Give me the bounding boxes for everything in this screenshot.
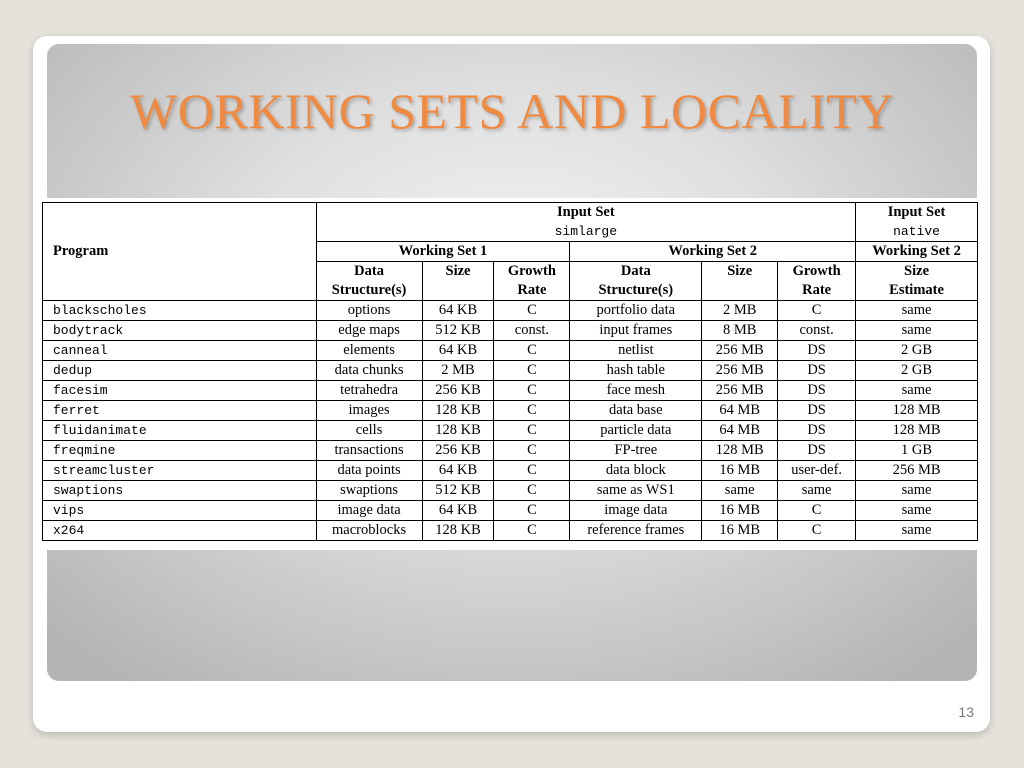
ws1-data-structure-cell: transactions <box>316 441 422 461</box>
ws2-growth-rate-cell: DS <box>778 361 856 381</box>
ws1-size-cell: 128 KB <box>422 521 494 541</box>
ws2-growth-rate-cell: DS <box>778 341 856 361</box>
ws2-growth-rate-cell: const. <box>778 321 856 341</box>
slide-title: WORKING SETS AND LOCALITY <box>130 83 894 139</box>
ws1-growth-rate-cell: C <box>494 401 570 421</box>
ws1-data-structure-header: Data Structure(s) <box>316 262 422 301</box>
program-cell: fluidanimate <box>43 421 317 441</box>
native-size-estimate-cell: same <box>856 381 978 401</box>
native-size-estimate-cell: 1 GB <box>856 441 978 461</box>
input-set-simlarge-label: Input Set <box>557 204 615 220</box>
program-cell: dedup <box>43 361 317 381</box>
ws1-data-structure-cell: data points <box>316 461 422 481</box>
ws1-growth-rate-cell: C <box>494 301 570 321</box>
table-row <box>43 361 978 381</box>
ws2-size-cell: 16 MB <box>702 461 778 481</box>
ws2-growth-rate-cell: same <box>778 481 856 501</box>
working-sets-table <box>42 202 978 541</box>
working-set-2-header: Working Set 2 <box>570 242 856 262</box>
working-set-1-header: Working Set 1 <box>316 242 570 262</box>
table-row <box>43 521 978 541</box>
input-set-simlarge-name: simlarge <box>554 224 618 239</box>
ws2-size-cell: same <box>702 481 778 501</box>
table-row <box>43 421 978 441</box>
table-row <box>43 501 978 521</box>
ws2-data-structure-cell: image data <box>570 501 702 521</box>
ws2-growth-rate-cell: C <box>778 501 856 521</box>
ws2-data-structure-cell: face mesh <box>570 381 702 401</box>
ws1-data-structure-cell: data chunks <box>316 361 422 381</box>
table-row <box>43 441 978 461</box>
program-cell: vips <box>43 501 317 521</box>
ws1-size-cell: 64 KB <box>422 501 494 521</box>
ws2-data-structure-cell: hash table <box>570 361 702 381</box>
ws2-growth-rate-cell: C <box>778 521 856 541</box>
table-row <box>43 341 978 361</box>
ws1-size-cell: 2 MB <box>422 361 494 381</box>
ws2-size-cell: 64 MB <box>702 401 778 421</box>
input-set-simlarge-header <box>316 203 855 242</box>
ws2-growth-rate-cell: C <box>778 301 856 321</box>
ws1-growth-rate-cell: C <box>494 361 570 381</box>
ws1-size-cell: 256 KB <box>422 441 494 461</box>
ws2-size-cell: 16 MB <box>702 501 778 521</box>
page-number: 13 <box>958 704 974 720</box>
ws1-growth-rate-header: Growth Rate <box>494 262 570 301</box>
table-row <box>43 381 978 401</box>
ws2-data-structure-cell: data block <box>570 461 702 481</box>
ws2-size-cell: 256 MB <box>702 381 778 401</box>
ws1-data-structure-cell: swaptions <box>316 481 422 501</box>
program-cell: bodytrack <box>43 321 317 341</box>
ws2-growth-rate-cell: DS <box>778 401 856 421</box>
ws1-data-structure-cell: macroblocks <box>316 521 422 541</box>
program-cell: blackscholes <box>43 301 317 321</box>
ws2-growth-rate-cell: DS <box>778 421 856 441</box>
ws1-size-cell: 256 KB <box>422 381 494 401</box>
program-cell: facesim <box>43 381 317 401</box>
native-size-estimate-cell: 2 GB <box>856 341 978 361</box>
ws1-data-structure-cell: elements <box>316 341 422 361</box>
ws1-size-cell: 512 KB <box>422 481 494 501</box>
ws1-growth-rate-cell: C <box>494 501 570 521</box>
ws1-data-structure-cell: options <box>316 301 422 321</box>
table-row <box>43 481 978 501</box>
ws1-growth-rate-cell: C <box>494 421 570 441</box>
program-cell: swaptions <box>43 481 317 501</box>
native-size-estimate-header: Size Estimate <box>856 262 978 301</box>
ws2-size-cell: 64 MB <box>702 421 778 441</box>
ws2-data-structure-cell: same as WS1 <box>570 481 702 501</box>
input-set-native-name: native <box>893 224 940 239</box>
ws1-data-structure-cell: image data <box>316 501 422 521</box>
ws1-growth-rate-cell: C <box>494 481 570 501</box>
ws2-data-structure-cell: reference frames <box>570 521 702 541</box>
ws1-data-structure-cell: edge maps <box>316 321 422 341</box>
ws2-growth-rate-cell: user-def. <box>778 461 856 481</box>
program-cell: streamcluster <box>43 461 317 481</box>
ws2-size-cell: 256 MB <box>702 361 778 381</box>
ws2-growth-rate-header: Growth Rate <box>778 262 856 301</box>
ws2-size-header: Size <box>702 262 778 301</box>
input-set-native-label: Input Set <box>887 204 946 220</box>
ws1-size-cell: 128 KB <box>422 401 494 421</box>
ws1-growth-rate-cell: C <box>494 461 570 481</box>
ws1-growth-rate-cell: C <box>494 381 570 401</box>
ws2-size-cell: 128 MB <box>702 441 778 461</box>
ws2-size-cell: 2 MB <box>702 301 778 321</box>
program-cell: x264 <box>43 521 317 541</box>
ws2-growth-rate-cell: DS <box>778 441 856 461</box>
native-size-estimate-cell: same <box>856 321 978 341</box>
ws1-growth-rate-cell: C <box>494 341 570 361</box>
table-row <box>43 301 978 321</box>
table-body <box>43 301 978 541</box>
ws2-size-cell: 16 MB <box>702 521 778 541</box>
ws1-data-structure-cell: tetrahedra <box>316 381 422 401</box>
ws2-data-structure-cell: FP-tree <box>570 441 702 461</box>
table-row <box>43 321 978 341</box>
ws1-growth-rate-cell: C <box>494 521 570 541</box>
native-size-estimate-cell: same <box>856 521 978 541</box>
ws2-data-structure-cell: data base <box>570 401 702 421</box>
ws2-data-structure-cell: particle data <box>570 421 702 441</box>
ws1-size-cell: 128 KB <box>422 421 494 441</box>
ws2-growth-rate-cell: DS <box>778 381 856 401</box>
ws2-data-structure-cell: input frames <box>570 321 702 341</box>
working-sets-table-container <box>42 198 978 550</box>
program-cell: canneal <box>43 341 317 361</box>
native-size-estimate-cell: 2 GB <box>856 361 978 381</box>
ws2-data-structure-cell: netlist <box>570 341 702 361</box>
table-row <box>43 401 978 421</box>
ws1-size-cell: 512 KB <box>422 321 494 341</box>
native-size-estimate-cell: same <box>856 301 978 321</box>
ws1-growth-rate-cell: const. <box>494 321 570 341</box>
native-size-estimate-cell: 128 MB <box>856 421 978 441</box>
native-size-estimate-cell: same <box>856 501 978 521</box>
ws1-size-cell: 64 KB <box>422 341 494 361</box>
input-set-native-header <box>856 203 978 242</box>
native-size-estimate-cell: 128 MB <box>856 401 978 421</box>
ws1-size-cell: 64 KB <box>422 301 494 321</box>
native-size-estimate-cell: 256 MB <box>856 461 978 481</box>
ws1-growth-rate-cell: C <box>494 441 570 461</box>
program-column-header: Program <box>43 203 317 301</box>
ws2-size-cell: 256 MB <box>702 341 778 361</box>
program-cell: ferret <box>43 401 317 421</box>
ws1-size-cell: 64 KB <box>422 461 494 481</box>
ws2-data-structure-header: Data Structure(s) <box>570 262 702 301</box>
ws1-data-structure-cell: cells <box>316 421 422 441</box>
table-row <box>43 461 978 481</box>
working-set-2-native-header: Working Set 2 <box>856 242 978 262</box>
ws1-size-header: Size <box>422 262 494 301</box>
program-cell: freqmine <box>43 441 317 461</box>
native-size-estimate-cell: same <box>856 481 978 501</box>
ws1-data-structure-cell: images <box>316 401 422 421</box>
ws2-size-cell: 8 MB <box>702 321 778 341</box>
ws2-data-structure-cell: portfolio data <box>570 301 702 321</box>
